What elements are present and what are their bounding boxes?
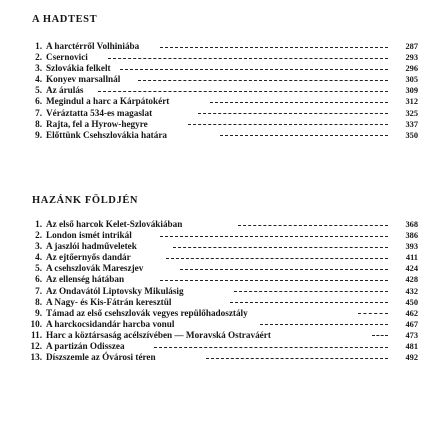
entry-title: A harckocsidandár harcba vonul bbox=[46, 318, 175, 329]
entry-title: Az ejtőernyős dandár bbox=[46, 252, 131, 263]
dot-leader bbox=[220, 135, 388, 136]
section-heading: A HADTEST bbox=[32, 14, 98, 25]
dot-leader bbox=[173, 247, 388, 248]
entry-title: A partizán Odisszea bbox=[46, 341, 125, 352]
toc-entry bbox=[28, 341, 418, 352]
entry-number: 1. bbox=[35, 219, 42, 229]
dot-leader bbox=[230, 302, 388, 303]
entry-page: 462 bbox=[405, 308, 418, 318]
toc-entry bbox=[28, 85, 418, 96]
toc-entry bbox=[28, 252, 418, 263]
entry-number: 2. bbox=[35, 52, 42, 63]
dot-leader bbox=[206, 358, 388, 359]
dot-leader bbox=[120, 69, 388, 70]
toc-entry bbox=[28, 352, 418, 363]
entry-page: 481 bbox=[405, 342, 418, 352]
toc-entry bbox=[28, 52, 418, 63]
entry-page: 467 bbox=[405, 319, 418, 329]
toc-entry bbox=[28, 297, 418, 308]
entry-number: 11. bbox=[31, 329, 42, 340]
toc-entry bbox=[28, 108, 418, 119]
dot-leader bbox=[98, 91, 388, 92]
entry-number: 8. bbox=[35, 296, 42, 307]
entry-number: 6. bbox=[35, 274, 42, 285]
entry-page: 305 bbox=[405, 75, 418, 85]
section-heading: HAZÁNK FÖLDJÉN bbox=[32, 195, 139, 206]
toc-entry bbox=[28, 274, 418, 285]
entry-title: Megindul a harc a Kárpátokért bbox=[46, 96, 170, 107]
toc-entry bbox=[28, 230, 418, 241]
toc-entry bbox=[28, 96, 418, 107]
entry-number: 3. bbox=[35, 63, 42, 74]
entry-title: Szlovákia felkelt bbox=[46, 63, 111, 74]
toc-entry bbox=[28, 219, 418, 230]
entry-page: 312 bbox=[405, 97, 418, 107]
entry-page: 386 bbox=[405, 231, 418, 241]
dot-leader bbox=[238, 225, 388, 226]
entry-page: 411 bbox=[405, 253, 418, 263]
entry-title: Csernovici bbox=[46, 52, 88, 63]
dot-leader bbox=[198, 113, 388, 114]
dot-leader bbox=[160, 280, 388, 281]
entry-number: 1. bbox=[35, 41, 42, 51]
toc-entry bbox=[28, 263, 418, 274]
toc-list bbox=[28, 41, 418, 141]
dot-leader bbox=[188, 124, 388, 125]
dot-leader bbox=[260, 324, 388, 325]
entry-title: Harc a köztársaság acélszívében — Moravská Ostraváért bbox=[46, 329, 271, 340]
entry-title: Véráztatta 534-es magaslat bbox=[46, 107, 153, 118]
entry-number: 5. bbox=[35, 263, 42, 274]
entry-page: 350 bbox=[405, 130, 418, 140]
toc-entry bbox=[28, 330, 418, 341]
entry-page: 287 bbox=[405, 42, 418, 51]
toc-entry bbox=[28, 319, 418, 330]
dot-leader bbox=[180, 269, 388, 270]
entry-page: 296 bbox=[405, 64, 418, 74]
entry-number: 2. bbox=[35, 230, 42, 241]
toc-entry bbox=[28, 74, 418, 85]
entry-number: 13. bbox=[30, 352, 42, 363]
entry-title: A harctérről Volhiniába bbox=[46, 41, 140, 51]
dot-leader bbox=[108, 58, 388, 59]
entry-number: 12. bbox=[30, 341, 42, 352]
entry-page: 393 bbox=[405, 242, 418, 252]
entry-number: 3. bbox=[35, 241, 42, 252]
entry-title: Előttünk Csehszlovákia határa bbox=[46, 129, 167, 140]
toc-entry bbox=[28, 241, 418, 252]
entry-page: 450 bbox=[405, 297, 418, 307]
dot-leader bbox=[154, 347, 388, 348]
entry-page: 309 bbox=[405, 86, 418, 96]
toc-entry bbox=[28, 119, 418, 130]
dot-leader bbox=[210, 102, 388, 103]
entry-page: 293 bbox=[405, 53, 418, 63]
entry-title: A Nagy- és Kis-Fátrán keresztül bbox=[46, 296, 172, 307]
entry-title: Az Ondavától Liptovsky Mikulásig bbox=[46, 285, 184, 296]
entry-number: 10. bbox=[30, 318, 42, 329]
entry-page: 428 bbox=[405, 275, 418, 285]
entry-page: 473 bbox=[405, 330, 418, 340]
entry-number: 7. bbox=[35, 285, 42, 296]
entry-page: 492 bbox=[405, 353, 418, 363]
toc-entry bbox=[28, 130, 418, 141]
toc-entry bbox=[28, 286, 418, 297]
entry-title: Az első harcok Kelet-Szlovákiában bbox=[46, 219, 183, 229]
dot-leader bbox=[160, 47, 388, 48]
entry-number: 6. bbox=[35, 96, 42, 107]
entry-title: Konyev marsallnál bbox=[46, 74, 121, 85]
dot-leader bbox=[358, 313, 388, 314]
dot-leader bbox=[372, 335, 388, 336]
entry-number: 9. bbox=[35, 307, 42, 318]
dot-leader bbox=[138, 80, 388, 81]
entry-number: 8. bbox=[35, 118, 42, 129]
entry-title: Az árulás bbox=[46, 85, 84, 96]
entry-page: 337 bbox=[405, 119, 418, 129]
entry-title: Díszszemle az Óvárosi téren bbox=[46, 352, 156, 363]
entry-title: Támad az első csehszlovák vegyes repülőhadosztály bbox=[46, 307, 248, 318]
toc-entry bbox=[28, 41, 418, 52]
toc-entry bbox=[28, 63, 418, 74]
dot-leader bbox=[166, 258, 388, 259]
entry-page: 368 bbox=[405, 220, 418, 229]
toc-list bbox=[28, 219, 418, 363]
entry-number: 5. bbox=[35, 85, 42, 96]
entry-page: 325 bbox=[405, 108, 418, 118]
toc-entry bbox=[28, 308, 418, 319]
entry-title: London ismét intrikál bbox=[46, 230, 132, 241]
entry-title: Az ellenség hátában bbox=[46, 274, 125, 285]
entry-page: 432 bbox=[405, 286, 418, 296]
entry-number: 4. bbox=[35, 252, 42, 263]
dot-leader bbox=[160, 236, 388, 237]
entry-title: A jaszlói hadműveletek bbox=[46, 241, 137, 252]
entry-number: 9. bbox=[35, 129, 42, 140]
dot-leader bbox=[234, 291, 388, 292]
entry-title: Rajta, fel a Hyrow-hegyre bbox=[46, 118, 148, 129]
entry-number: 4. bbox=[35, 74, 42, 85]
entry-title: A csehszlovák Mareszjev bbox=[46, 263, 144, 274]
entry-page: 424 bbox=[405, 264, 418, 274]
entry-number: 7. bbox=[35, 107, 42, 118]
